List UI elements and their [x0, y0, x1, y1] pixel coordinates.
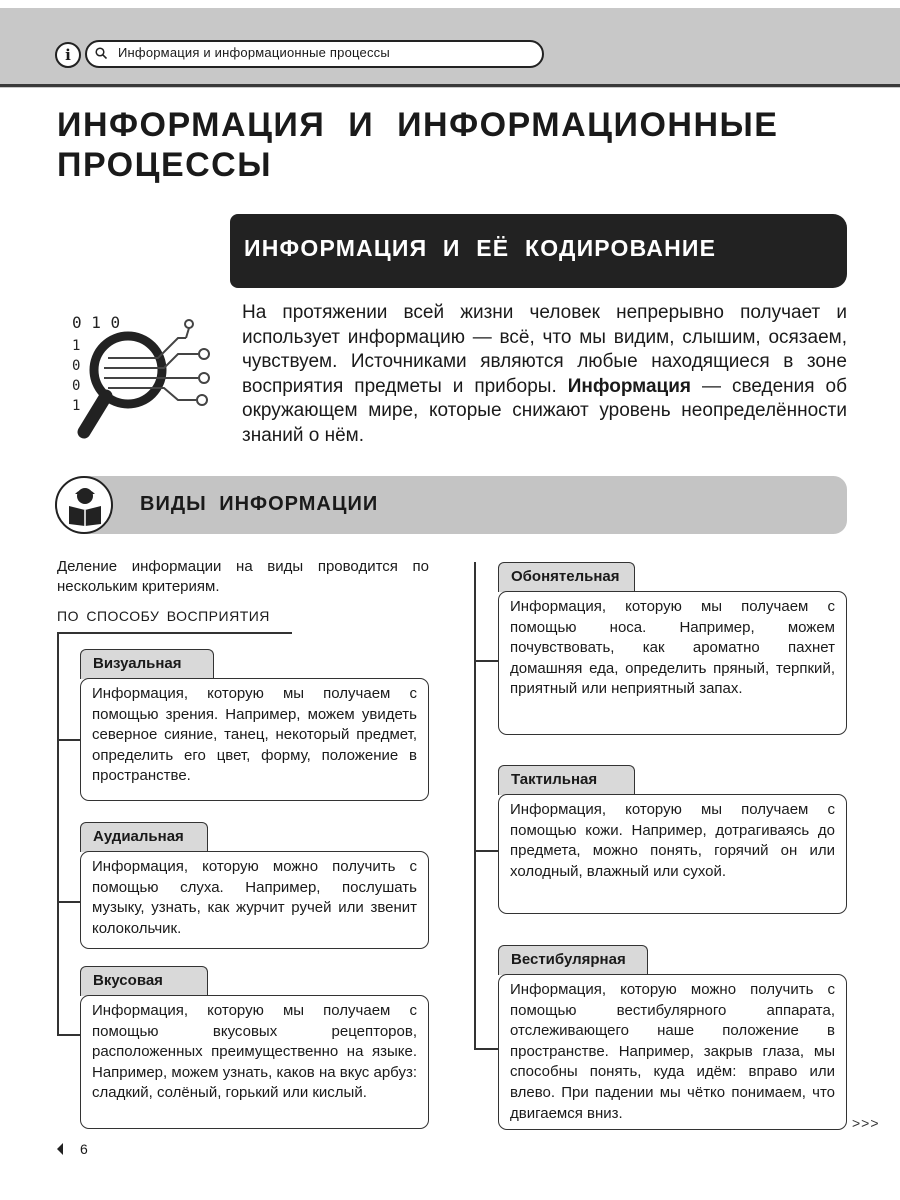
svg-text:1: 1 — [72, 338, 81, 354]
svg-text:1: 1 — [72, 398, 81, 414]
reader-icon — [63, 482, 107, 528]
types-lead-text: Деление информации на виды проводится по нескольким критериям. — [57, 558, 429, 595]
continue-marker: >>> — [852, 1115, 880, 1131]
intro-paragraph: На протяжении всей жизни человек непрерывно получает и использует информацию — всё, что мы видим, слышим, осязаем, чувствуем. Источниками являются любые находящиеся в зоне восприятия предметы и приборы. Информация — сведения об окружающем мире, которые снижают уровень неопределённости знаний о нём. — [242, 302, 847, 446]
type-card-olfactory: Информация, которую мы получаем с помощью носа. Например, можем почувствовать, как ароматно пахнет домашняя еда, определить пряный, терпкий, приятный или неприятный запах. — [498, 591, 847, 735]
type-tab-olfactory: Обонятельная — [498, 562, 635, 592]
type-tab-visual: Визуальная — [80, 649, 214, 679]
top-bar-divider — [0, 84, 900, 87]
breadcrumb: Информация и информационные процессы — [118, 45, 390, 60]
tree-branch — [474, 1048, 498, 1050]
svg-text:0: 0 — [72, 358, 81, 374]
section-heading-encoding: ИНФОРМАЦИЯ И ЕЁ КОДИРОВАНИЕ — [244, 235, 717, 261]
page-title: ИНФОРМАЦИЯ И ИНФОРМАЦИОННЫЕ ПРОЦЕССЫ — [57, 106, 779, 184]
search-icon — [95, 47, 107, 59]
criterion-underline — [57, 632, 292, 634]
svg-text:0: 0 — [72, 378, 81, 394]
tree-branch — [57, 739, 80, 741]
type-card-tactile: Информация, которую мы получаем с помощью кожи. Например, дотрагиваясь до предмета, можно понять, горячий он или холодный, влажный или сухой. — [498, 794, 847, 914]
info-icon: i — [55, 42, 81, 68]
type-tab-tactile: Тактильная — [498, 765, 635, 795]
tree-line-right — [474, 562, 476, 1048]
type-card-audial: Информация, которую можно получить с помощью слуха. Например, послушать музыку, узнать, как журчит ручей или звенит колокольчик. — [80, 851, 429, 949]
type-tab-audial: Аудиальная — [80, 822, 208, 852]
criterion-label: ПО СПОСОБУ ВОСПРИЯТИЯ — [57, 608, 270, 624]
binary-top-glyphs: 0 1 0 — [72, 313, 121, 332]
magnifier-circuit-icon — [68, 308, 218, 440]
term-information: Информация — [567, 375, 692, 397]
type-tab-taste: Вкусовая — [80, 966, 208, 996]
tree-branch — [474, 850, 498, 852]
page-arrow-icon — [57, 1143, 63, 1155]
section-heading-types: ВИДЫ ИНФОРМАЦИИ — [140, 493, 379, 515]
type-card-visual: Информация, которую мы получаем с помощью зрения. Например, можем увидеть северное сияние, танец, некоторый предмет, определить его цвет, форму, положение в пространстве. — [80, 678, 429, 801]
page-number: 6 — [80, 1141, 88, 1157]
tree-branch — [57, 1034, 80, 1036]
tree-branch — [57, 901, 80, 903]
tree-branch — [474, 660, 498, 662]
type-card-taste: Информация, которую мы получаем с помощью вкусовых рецепторов, расположенных преимущественно на языке. Например, можем узнать, каков на вкус арбуз: сладкий, солёный, горький или кислый. — [80, 995, 429, 1129]
type-tab-vestibular: Вестибулярная — [498, 945, 648, 975]
type-card-vestibular: Информация, которую можно получить с помощью вестибулярного аппарата, отслеживающего наше положение в пространстве. Например, закрыв глаза, мы способны понять, куда идём: вправо или влево. При падении мы чётко понимаем, что двигаемся вниз. — [498, 974, 847, 1130]
tree-line-left — [57, 632, 59, 1034]
